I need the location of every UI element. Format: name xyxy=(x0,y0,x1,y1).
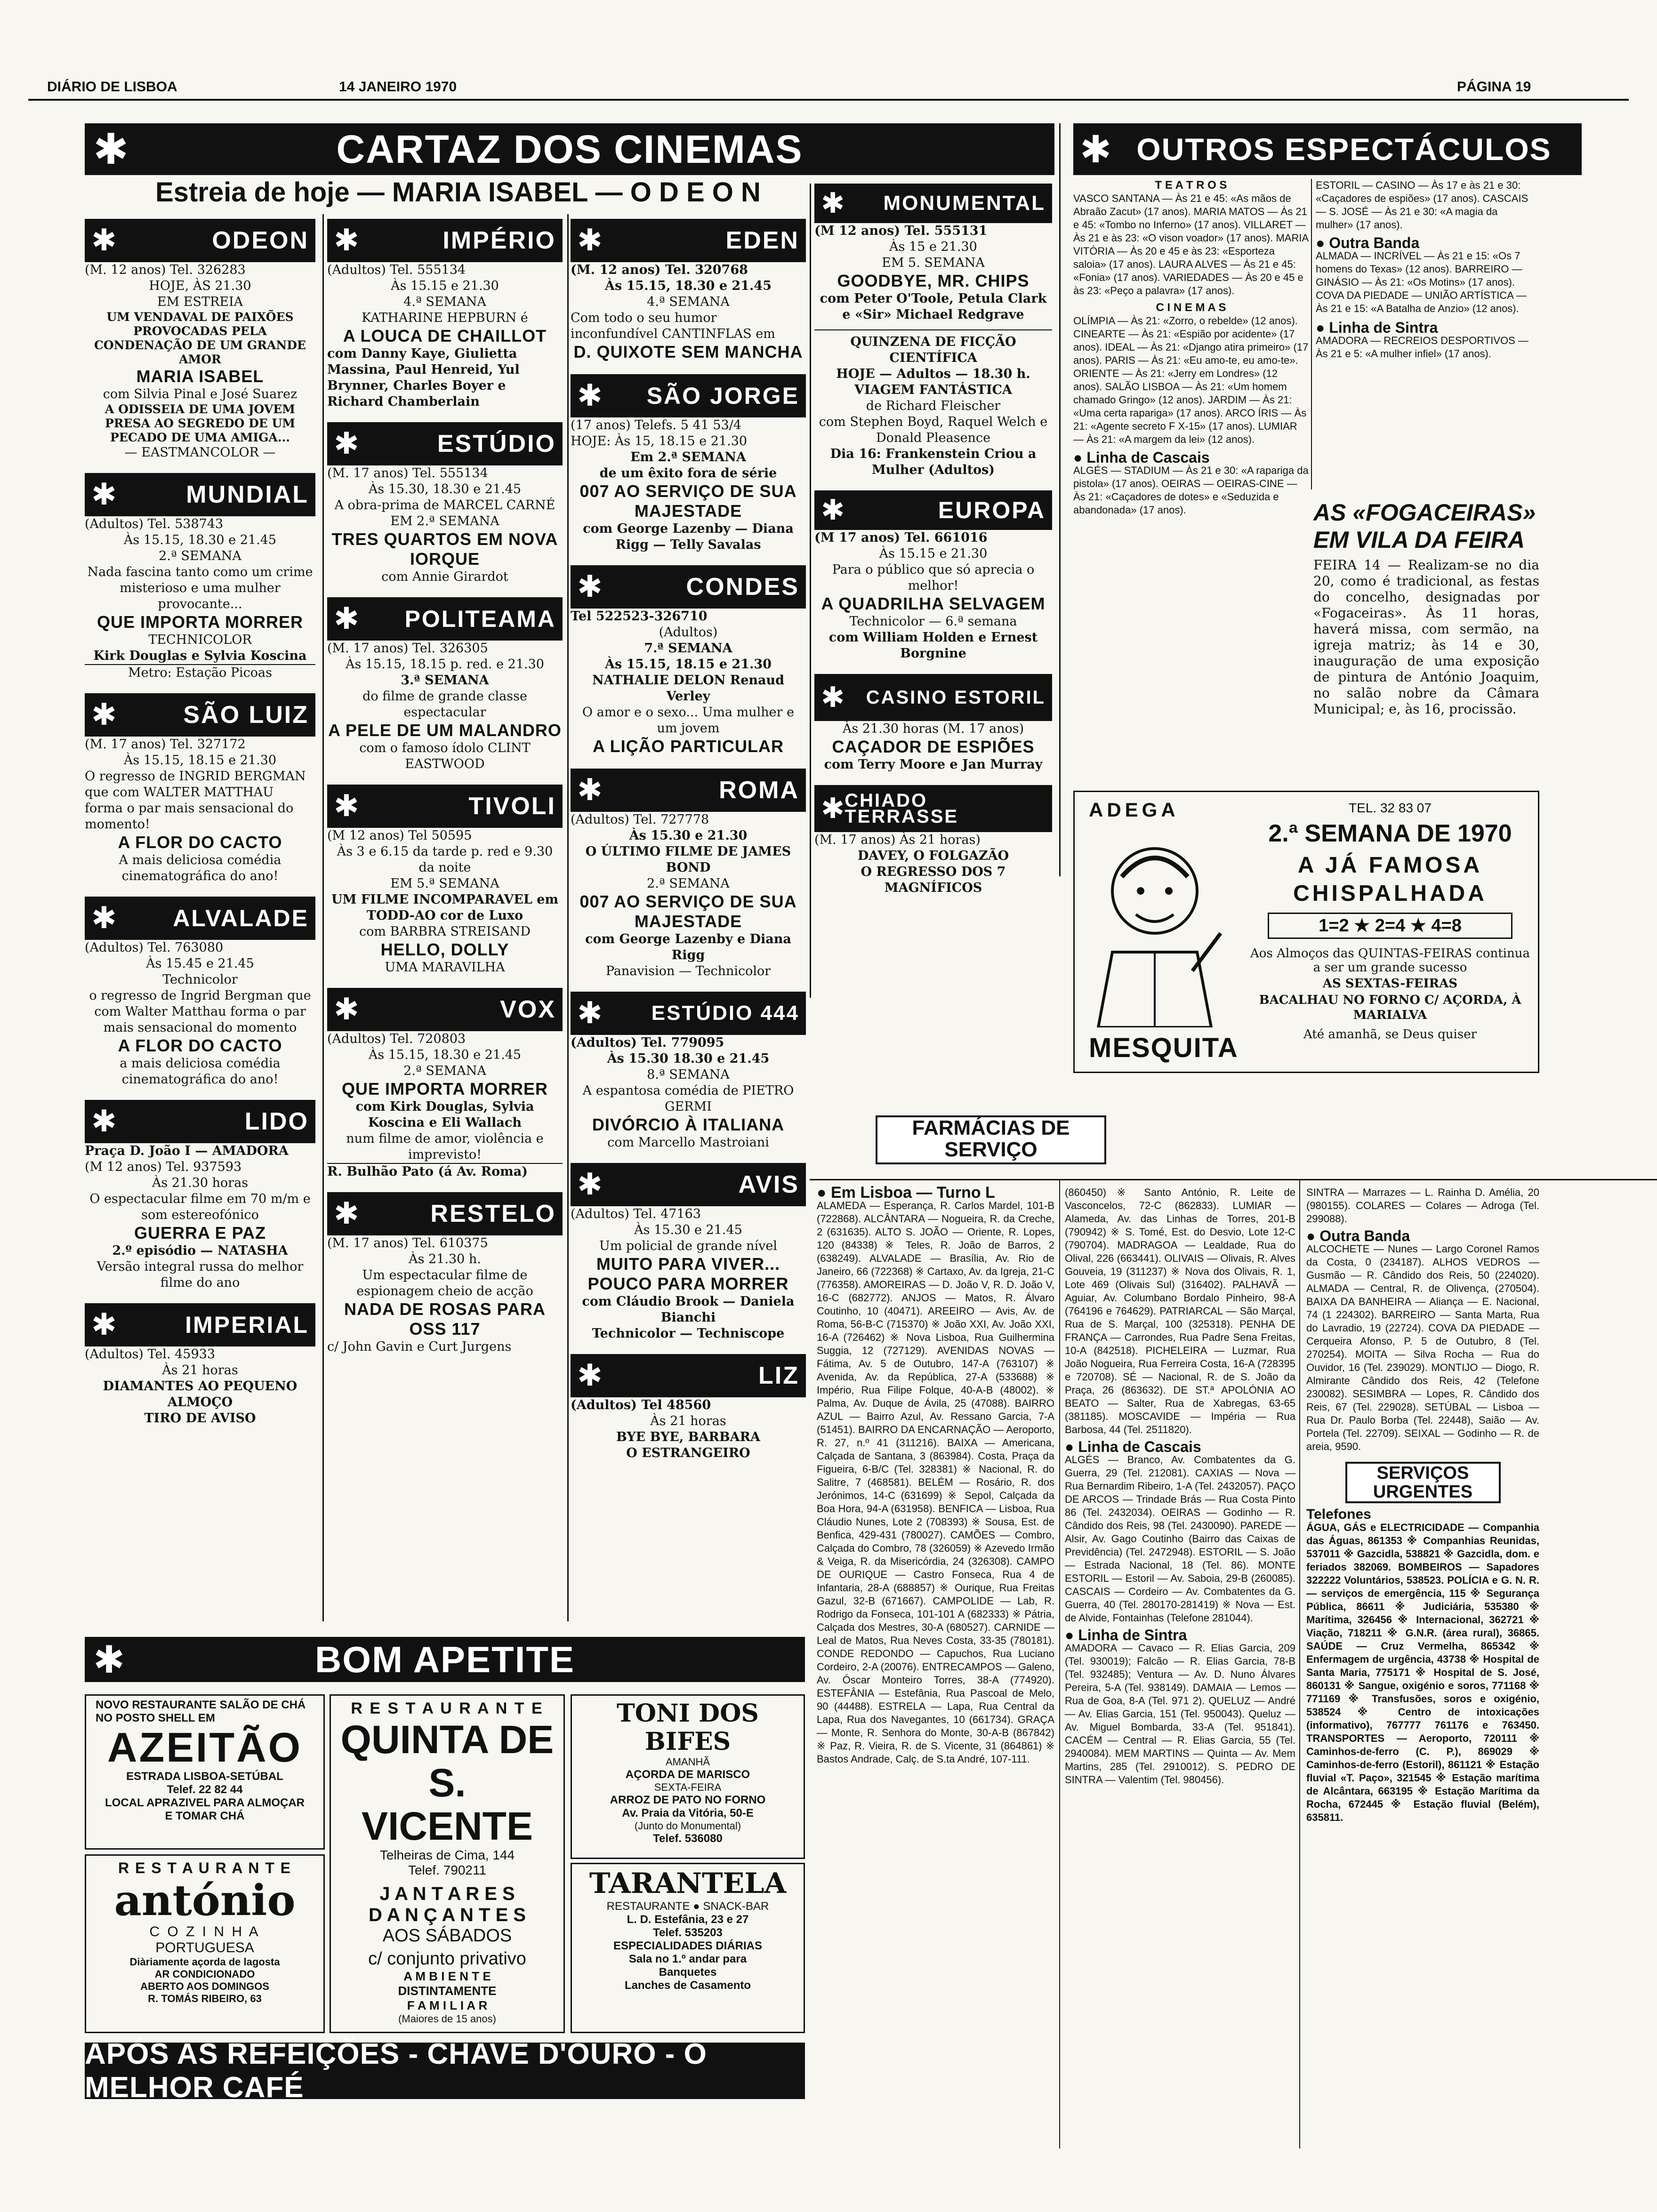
monumental-tel: (M 12 anos) Tel. 555131 xyxy=(814,224,988,238)
politeama-tel: (M. 17 anos) Tel. 326305 xyxy=(327,641,488,656)
vox-times: Às 15.15, 18.30 e 21.45 xyxy=(368,1048,522,1062)
cinema-header-eden: ✱ EDEN xyxy=(571,219,806,262)
imperio-times: Às 15.15 e 21.30 xyxy=(391,279,499,293)
lido-times: Às 21.30 horas xyxy=(152,1176,249,1190)
adega-ad xyxy=(1073,791,1539,1073)
alvalade-tech: Technicolor xyxy=(162,972,238,987)
politeama-week: 3.ª SEMANA xyxy=(401,673,489,688)
restelo-description: Um espectacular filme de espionagem cheio de acção xyxy=(356,1268,533,1298)
antonio-restaurante: R E S T A U R A N T E xyxy=(118,1859,291,1876)
imperial-film-title: DIAMANTES AO PEQUENO ALMOÇO xyxy=(103,1379,298,1410)
monumental-film-title: GOODBYE, MR. CHIPS xyxy=(837,271,1030,290)
cartaz-title: CARTAZ DOS CINEMAS xyxy=(336,127,803,171)
column-4 xyxy=(814,184,1052,896)
odeon-cast: com Silvia Pinal e José Suarez xyxy=(103,387,298,401)
caricature-illustration xyxy=(1084,830,1225,1027)
farmacias-lisboa-heading: ● Em Lisboa — Turno L xyxy=(817,1184,995,1202)
star-icon: ✱ xyxy=(1080,127,1113,171)
liz-film-title: BYE BYE, BARBARA xyxy=(616,1430,760,1444)
farmacias-heading: FARMÁCIAS DE SERVIÇO xyxy=(876,1115,1106,1164)
bom-apetite-title: BOM APETITE xyxy=(314,1638,575,1680)
azeitao-name: AZEITÃO xyxy=(107,1724,303,1771)
mundial-times: Às 15.15, 18.30 e 21.45 xyxy=(123,533,277,547)
mundial-cast: Kirk Douglas e Sylvia Koscina xyxy=(93,649,307,663)
saoluiz-film-title: A FLOR DO CACTO xyxy=(118,833,282,852)
fogaceiras-body: FEIRA 14 — Realizam-se no dia 20, como é tradicional, as festas do concelho, designadas por «Fogaceiras». Às 11 horas, haverá missa, com sermão, na igreja matriz; às 14 e 30, inauguração de uma exposição de pintura de António Joaquim, no salão nobre da Câmara Municipal; e, às 16, procissão. xyxy=(1313,557,1539,717)
servicos-heading: SERVIÇOS URGENTES xyxy=(1345,1462,1501,1503)
estudio-week: EM 2.ª SEMANA xyxy=(390,514,499,529)
eden-film-title: D. QUIXOTE SEM MANCHA xyxy=(573,342,803,361)
avis-times: Às 15.30 e 21.45 xyxy=(634,1223,742,1237)
star-icon: ✱ xyxy=(577,378,603,413)
cinema-header-sao-luiz: ✱ SÃO LUIZ xyxy=(85,693,315,737)
quinta-jantares: J A N T A R E S xyxy=(379,1883,515,1904)
farmacias-sintra-list: AMADORA — Cavaco — R. Elias Garcia, 209 (Tel. 930019); Falcão — R. Elias Garcia, 78-B (Tel. 932485); Ventura — Av. D. Nuno Álvares Pereira, 5-A (Tel. 938149). DAMAIA — Lemos — Rua de Goa, 8-A (Tel. 971 2). QUELUZ — André — Av. Elias Garcia, 151 (Tel. 950043). Queluz — Av. Miguel Bombarda, 33-A (Tel. 951841). CACÉM — Central — R. Elias Garcia, 55 (Tel. 2940084). MEM MARTINS — Quinta — Av. Mem Martins, 285 (Tel. 2910012). S. PEDRO DE SINTRA — Valentim (Tel. 980456). xyxy=(1065,1642,1295,1786)
imperial-tel: (Adultos) Tel. 45933 xyxy=(85,1347,216,1362)
condes-cast: NATHALIE DELON Renaud Verley xyxy=(592,673,785,704)
imperio-star: KATHARINE HEPBURN é xyxy=(362,311,528,325)
odeon-film-title: MARIA ISABEL xyxy=(136,367,264,386)
star-icon: ✱ xyxy=(334,223,359,258)
liz-tel: (Adultos) Tel 48560 xyxy=(571,1398,711,1412)
quinta-conjunto: c/ conjunto privativo xyxy=(368,1949,526,1969)
tivoli-cast: com BARBRA STREISAND xyxy=(359,924,531,939)
teatros-list: VASCO SANTANA — Às 21 e 45: «As mãos de Abraão Zacut» (17 anos). MARIA MATOS — Às 21 e 45: «Tombo no Inferno» (17 anos). VILLARET — Às 21 e às 23: «O vison voador» (17 anos). MARIA VITÓRIA — Às 20 e 45 e às 23: «Esporteza saloia» (17 anos). LAURA ALVES — Às 21 e 45: «Fonia» (17 anos). VARIEDADES — Às 20 e 45 e às 23: «Peço a palavra» (17 anos). xyxy=(1073,192,1308,297)
estoril-list: ESTORIL — CASINO — Às 17 e às 21 e 30: «Caçadores de espiões» (17 anos). CASCAIS — S. JOSÉ — Às 21 e 30: «A magia da mulher» (17 anos). xyxy=(1316,179,1528,231)
mundial-tel: (Adultos) Tel. 538743 xyxy=(85,517,224,531)
cinema-header-politeama: ✱ POLITEAMA xyxy=(327,597,563,641)
vox-address: R. Bulhão Pato (á Av. Roma) xyxy=(327,1163,563,1180)
tarantela-banquetes: Banquetes xyxy=(659,1966,717,1979)
antonio-ar: AR CONDICIONADO xyxy=(154,1968,255,1980)
quinta-tel: Telef. 790211 xyxy=(408,1863,487,1877)
roma-film-title: 007 AO SERVIÇO DE SUA MAJESTADE xyxy=(579,892,797,931)
quinta-familiar: F A M I L I A R xyxy=(407,1998,488,2012)
condes-film-title: A LIÇÃO PARTICULAR xyxy=(593,737,784,756)
farmacias-lisboa-list: ALAMEDA — Esperança, R. Carlos Mardel, 101-B (722868). ALCÂNTARA — Nogueira, R. da Creche, 2 (631635). ALTO S. JOÃO — Oriente, R. Lopes, 120 (84338) ※ Teles, R. João de Barros, 2 (638249). ALVALADE — Brasília, Av. Rio de Janeiro, 66 (722368) ※ Cartaxo, Av. da Igreja, 21-C (776358). AMOREIRAS — D. João V, R. D. João V, 16-C (682772). ANJOS — Matos, R. Álvaro Coutinho, 10 (40471). AREEIRO — Avis, Av. de Roma, 56-B-C (715370) ※ João XXI, Av. João XXI, 16-A (726462) ※ Nova Lisboa, Rua Guilhermina Suggia, 12 (727129). AVENIDAS NOVAS — Fátima, Av. 5 de Outubro, 147-A (763107) ※ Avenida, Av. da República, 27-A (533688) ※ Império, Rua Filipe Folque, 40-A-B (48002). ※ Palma, Av. Duque de Ávila, 25 (47088). BAIRRO AZUL — Bairro Azul, Av. Ressano Garcia, 7-A (51451). BAIRRO DA ENCARNAÇÃO — Aeroporto, R. 27, n.º 41 (311216). BAIXA — Americana, Calçada de Santana, 3 (863984). Costa, Praça da Figueira, 6-B/C (Tel. 328381) ※ Nacional, R. do Salitre, 7 (468581). BELÉM — Rosário, R. dos Jerónimos, 14-C (631699) ※ Sepol, Calçada da Boa Hora, 94-A (631958). BENFICA — Lisboa, Rua Cláudio Nunes, Lote 2 (708393) ※ Sousa, Est. de Benfica, 429-431 (780027). CAMÕES — Combro, Calçada do Combro, 78 (326059) ※ Azevedo Irmão & Veiga, R. da Misericórdia, 24 (326308). CAMPO DE OURIQUE — Castro Fonseca, Rua 4 de Infantaria, 28-A (688857) ※ Ourique, Rua Freitas Gazul, 32-B (671667). CAMPOLIDE — Lab, R. Rodrigo da Fonseca, 101-101 A (682333) ※ Pátria, Calçada dos Mestres, 30-A (680527). CARNIDE — Leal de Matos, Rua Neves Costa, 33-35 (780181). CONDE REDONDO — Capuchos, Rua Luciano Cordeiro, 2-A (20076). ENTRECAMPOS — Galeno, Av. Óscar Monteiro Torres, 38-A (774920). ESTEFÂNIA — Estefânia, Rua Pascoal de Melo, 90 (44488). ESTRELA — Lapa, Rua Central da Lapa, Rua dos Navegantes, 10 (661734). GRAÇA — Monte, R. Senhora do Monte, 30-A-B (867842) ※ Paz, R. Vieira, R. de S. Vicente, 31 (864861) ※ Bastos Andrade, Calç. de S.ta André, 107-111. xyxy=(817,1200,1054,1765)
toni-name: TONI DOS BIFES xyxy=(617,1699,759,1756)
star-icon: ✱ xyxy=(577,569,603,604)
avis-tel: (Adultos) Tel. 47163 xyxy=(571,1207,701,1221)
cartaz-banner xyxy=(85,123,1054,175)
cinema-header-condes: ✱ CONDES xyxy=(571,565,806,609)
tivoli-description: UM FILME INCOMPARAVEL em TODD-AO cor de Luxo xyxy=(331,892,559,923)
sintra-heading: ● Linha de Sintra xyxy=(1316,319,1438,336)
alvalade-description: o regresso de Ingrid Bergman que com Walter Matthau forma o par mais sensacional do momento xyxy=(89,988,311,1035)
adega-sextas: AS SEXTAS-FEIRAS xyxy=(1322,977,1458,991)
cascais-heading: ● Linha de Cascais xyxy=(1073,449,1210,466)
toni-amanha: AMANHÃ xyxy=(665,1756,710,1768)
liz-times: Às 21 horas xyxy=(650,1414,726,1428)
monumental-week: EM 5. SEMANA xyxy=(882,256,985,270)
cinema-header-casino-estoril: ✱ CASINO ESTORIL xyxy=(814,674,1052,721)
farmacias-sintra-list-continued: SINTRA — Marrazes — L. Rainha D. Amélia, 20 (980155). COLARES — Colares — Adroga (Tel. 299088). xyxy=(1306,1186,1539,1225)
saojorge-description: de um êxito fora de série xyxy=(599,466,777,481)
farmacias-col-3 xyxy=(1306,1186,1539,1824)
ficcao-session: HOJE — Adultos — 18.30 h. xyxy=(836,367,1030,381)
estudio-tel: (M. 17 anos) Tel. 555134 xyxy=(327,466,488,481)
quinta-sabados: AOS SÁBADOS xyxy=(382,1926,512,1946)
avis-tech: Technicolor — Techniscope xyxy=(592,1326,785,1341)
cinema-header-chiado-terrasse: ✱ CHIADO TERRASSE xyxy=(814,785,1052,832)
condes-tel: Tel 522523-326710 xyxy=(571,609,708,624)
fogaceiras-headline: AS «FOGACEIRAS» EM VILA DA FEIRA xyxy=(1313,499,1536,553)
teatros-heading: T E A T R O S xyxy=(1155,179,1227,192)
azeitao-ad xyxy=(85,1694,325,1850)
avis-description: Um policial de grande nível xyxy=(599,1239,778,1253)
outros-banner xyxy=(1073,123,1582,175)
star-icon: ✱ xyxy=(577,996,603,1031)
saojorge-week: Em 2.ª SEMANA xyxy=(630,450,746,465)
roma-times: Às 15.30 e 21.30 xyxy=(629,828,748,843)
roma-description: O ÚLTIMO FILME DE JAMES BOND xyxy=(585,844,791,875)
odeon-estreia: EM ESTREIA xyxy=(157,295,243,309)
quinta-ad xyxy=(330,1694,565,2033)
toni-address: Av. Praia da Vitória, 50-E xyxy=(622,1807,754,1819)
antonio-address: R. TOMÁS RIBEIRO, 63 xyxy=(148,1993,262,2004)
toni-sexta: SEXTA-FEIRA xyxy=(654,1781,722,1793)
eden-times: Às 15.15, 18.30 e 21.45 xyxy=(605,279,772,293)
ficcao-film-title: VIAGEM FANTÁSTICA xyxy=(854,383,1012,397)
ficcao-next: Dia 16: Frankenstein Criou a Mulher (Adultos) xyxy=(830,447,1037,477)
cinema-header-roma: ✱ ROMA xyxy=(571,769,806,812)
quinta-distintamente: DISTINTAMENTE xyxy=(398,1984,497,1998)
odeon-color: — EASTMANCOLOR — xyxy=(124,445,276,460)
vox-film-title: QUE IMPORTA MORRER xyxy=(342,1079,548,1098)
servicos-list: ÁGUA, GÁS e ELECTRICIDADE — Companhia das Águas, 861353 ※ Companhias Reunidas, 537011 ※ Gazcidla, 538821 ※ Gazcidla, dom. e feriados 382069. BOMBEIROS — Sapadores 322222 Voluntários, 538523. POLÍCIA e G. N. R. — serviços de emergência, 115 ※ Segurança Pública, 86611 ※ Judiciária, 535380 ※ Marítima, 326456 ※ Internacional, 362721 ※ Viação, 718211 ※ G.N.R. (área rural), 36865. SAÚDE — Cruz Vermelha, 865342 ※ Enfermagem de urgência, 43738 ※ Hospital de Santa Maria, 775171 ※ Hospital de S. José, 860131 ※ Sangue, oxigénio e soros, 771168 ※ 771169 ※ Transfusões, soros e oxigénio, 538524 ※ Centro de intoxicações (informativo), 767777 761176 e 763450. TRANSPORTES — Aeroporto, 720111 ※ Caminhos-de-ferro (C. P.), 869029 ※ Caminhos-de-ferro (Estoril), 861121 ※ Estação fluvial «T. Paço», 321545 ※ Estação marítima de Alcântara, 663195 ※ Estação Marítima da Rocha, 672445 ※ Estação fluvial (Belém), 635811. xyxy=(1306,1522,1539,1823)
star-icon: ✱ xyxy=(91,1307,117,1342)
condes-age: (Adultos) xyxy=(659,625,718,640)
cinema-header-estudio: ✱ ESTÚDIO xyxy=(327,422,563,465)
politeama-times: Às 15.15, 18.15 p. red. e 21.30 xyxy=(346,657,544,672)
eden-description: Com todo o seu humor inconfundível CANTINFLAS em xyxy=(571,311,775,341)
azeitao-intro: NOVO RESTAURANTE SALÃO DE CHÁ NO POSTO SHELL EM xyxy=(96,1699,306,1724)
estudio-times: Às 15.30, 18.30 e 21.45 xyxy=(368,482,522,497)
mundial-film-title: QUE IMPORTA MORRER xyxy=(97,612,303,632)
monumental-times: Às 15 e 21.30 xyxy=(889,240,977,254)
farmacias-col-2 xyxy=(1065,1186,1295,1787)
saojorge-cast: com George Lazenby — Diana Rigg — Telly Savalas xyxy=(583,521,794,552)
adega-bacalhau: BACALHAU NO FORNO C/ AÇORDA, À MARIALVA xyxy=(1259,993,1521,1022)
star-icon: ✱ xyxy=(91,477,117,512)
cinema-header-monumental: ✱ MONUMENTAL xyxy=(814,184,1052,223)
saojorge-times: HOJE: Às 15, 18.15 e 21.30 xyxy=(571,434,748,449)
estudio444-times: Às 15.30 18.30 e 21.45 xyxy=(607,1051,770,1066)
telefones-heading: Telefones xyxy=(1306,1507,1371,1522)
politeama-cast: com o famoso ídolo CLINT EASTWOOD xyxy=(359,741,531,771)
eden-tel: (M. 12 anos) Tel. 320768 xyxy=(571,263,748,277)
quinta-restaurante: R E S T A U R A N T E xyxy=(351,1699,544,1717)
politeama-description: do filme de grande classe espectacular xyxy=(362,689,527,720)
star-icon: ✱ xyxy=(821,494,845,527)
europa-description: Para o público que só aprecia o melhor! xyxy=(832,562,1035,593)
saojorge-film-title: 007 AO SERVIÇO DE SUA MAJESTADE xyxy=(579,481,797,521)
quinta-ambiente: A M B I E N T E xyxy=(403,1969,491,1983)
tarantela-address: L. D. Estefânia, 23 e 27 xyxy=(627,1913,749,1926)
roma-tech: Panavision — Technicolor xyxy=(605,964,771,978)
farmacias-outra-banda-heading: ● Outra Banda xyxy=(1306,1227,1410,1244)
adega-amanha: Até amanhã, se Deus quiser xyxy=(1303,1027,1477,1042)
chave-douro-banner: APÓS AS REFEIÇÕES - CHAVE D'OURO - O MELHOR CAFÉ xyxy=(85,2043,805,2099)
restelo-cast: c/ John Gavin e Curt Jurgens xyxy=(327,1339,512,1354)
lido-address: Praça D. João I — AMADORA xyxy=(85,1144,289,1158)
adega-tel: TEL. 32 83 07 xyxy=(1349,801,1432,815)
saoluiz-description: O regresso de INGRID BERGMAN que com WALTER MATTHAU forma o par mais sensacional do momento! xyxy=(85,769,306,832)
star-icon: ✱ xyxy=(577,1358,603,1393)
europa-cast: com William Holden e Ernest Borgnine xyxy=(828,630,1038,661)
adega-chispalhada: CHISPALHADA xyxy=(1293,881,1487,906)
saojorge-tel: (17 anos) Telefs. 5 41 53/4 xyxy=(571,418,742,433)
cinema-header-imperial: ✱ IMPERIAL xyxy=(85,1303,315,1346)
monumental-cast: com Peter O'Toole, Petula Clark e «Sir» Michael Redgrave xyxy=(820,291,1047,322)
saoluiz-times: Às 15.15, 18.15 e 21.30 xyxy=(123,753,277,768)
antonio-domingos: ABERTO AOS DOMINGOS xyxy=(140,1980,269,1992)
europa-film-title: A QUADRILHA SELVAGEM xyxy=(821,594,1046,613)
estudio444-week: 8.ª SEMANA xyxy=(647,1067,730,1082)
issue-date: 14 JANEIRO 1970 xyxy=(339,79,457,95)
europa-times: Às 15.15 e 21.30 xyxy=(879,546,988,561)
star-icon: ✱ xyxy=(821,187,845,220)
cinema-header-europa: ✱ EUROPA xyxy=(814,490,1052,530)
cinema-header-odeon: ✱ ODEON xyxy=(85,219,315,262)
odeon-description: A ODISSEIA DE UMA JOVEM PRESA AO SEGREDO DE UM PECADO DE UMA AMIGA... xyxy=(105,402,296,444)
page-number: PÁGINA 19 xyxy=(1457,79,1531,95)
avis-film-title: MUITO PARA VIVER... POUCO PARA MORRER xyxy=(587,1254,789,1293)
saoluiz-tagline: A mais deliciosa comédia cinematográfica do ano! xyxy=(119,853,282,883)
outros-right-column xyxy=(1316,179,1532,361)
ficcao-director: de Richard Fleischer xyxy=(866,399,1001,413)
farmacias-lisboa-list-continued: (860450) ※ Santo António, R. Leite de Vasconcelos, 72-C (862833). LUMIAR — Alameda, Av. das Linhas de Torres, 201-B (790942) ※ S. Tomé, Est. do Desvio, Lote 12-C (790704). MADRAGOA — Lealdade, Rua do Olival, 226 (663441). OLIVAIS — Olivais, R. Alves Gouveia, 19 (311237) ※ Nova dos Olivais, R. 1, Lote 469 (Olivais Sul) (316402). PALHAVÃ — Aguiar, Av. Columbano Bordalo Pinheiro, 98-A (764196 e 764629). PATRIARCAL — São Marçal, Rua de S. Marçal, 100 (325318). PENHA DE FRANÇA — Carrondes, Rua Padre Sena Freitas, 10-A (842518). PICHELEIRA — Luzmar, Rua João Nogueira, Rua Ferreira Costa, 16-A (728395 e 720708). SÉ — Nacional, R. de S. João da Praça, 26 (863632). DE ST.ª APOLÓNIA AO BEATO — Salter, Rua de Xabregas, 63-65 (381185). MOSCAVIDE — Impéria — Rua Barbosa, 44 (Tel. 2511820). xyxy=(1065,1186,1295,1435)
farmacias-sintra-heading: ● Linha de Sintra xyxy=(1065,1627,1187,1643)
tarantela-sala: Sala no 1.º andar para xyxy=(628,1953,747,1965)
vox-cast: com Kirk Douglas, Sylvia Koscina e Eli Wallach xyxy=(355,1099,534,1130)
toni-tel: Telef. 536080 xyxy=(653,1832,723,1845)
alvalade-tel: (Adultos) Tel. 763080 xyxy=(85,940,224,955)
europa-tel: (M 17 anos) Tel. 661016 xyxy=(814,530,988,545)
mundial-week: 2.ª SEMANA xyxy=(159,549,241,563)
mundial-metro: Metro: Estação Picoas xyxy=(85,664,315,681)
tivoli-film-title: HELLO, DOLLY xyxy=(380,940,509,959)
casino-cast: com Terry Moore e Jan Murray xyxy=(824,757,1043,772)
adega-formula-box: 1=2 ★ 2=4 ★ 4=8 xyxy=(1268,913,1512,939)
estudio444-film-title: DIVÓRCIO À ITALIANA xyxy=(592,1115,785,1134)
alvalade-times: Às 15.45 e 21.45 xyxy=(146,956,254,971)
lido-description: O espectacular filme em 70 m/m e som estereofónico xyxy=(89,1192,311,1222)
star-icon: ✱ xyxy=(821,681,845,714)
chiado-film-title: DAVEY, O FOLGAZÃO xyxy=(857,849,1009,863)
saoluiz-tel: (M. 17 anos) Tel. 327172 xyxy=(85,737,246,752)
farmacias-cascais-heading: ● Linha de Cascais xyxy=(1065,1438,1201,1455)
tarantela-lanches: Lanches de Casamento xyxy=(624,1979,751,1992)
cinema-header-mundial: ✱ MUNDIAL xyxy=(85,473,315,516)
farmacias-col-1 xyxy=(817,1186,1054,1766)
cinema-header-sao-jorge: ✱ SÃO JORGE xyxy=(571,374,806,417)
restelo-film-title: NADA DE ROSAS PARA OSS 117 xyxy=(344,1299,546,1338)
estudio444-cast: com Marcello Mastroiani xyxy=(607,1135,769,1150)
politeama-film-title: A PELE DE UM MALANDRO xyxy=(328,721,562,740)
cinemas-list: OLÍMPIA — Às 21: «Zorro, o rebelde» (12 anos). CINEARTE — Às 21: «Espião por acidente» (17 anos). IDEAL — Às 21: «Django atira primeiro» (17 anos). PARIS — Às 21: «Eu amo-te, eu amo-te». ORIENTE — Às 21: «Jerry em Londres» (12 anos). SALÃO LISBOA — Às 21: «Um homem chamado Gringo» (12 anos). JARDIM — Às 21: «Uma certa rapariga» (17 anos). ARCO ÍRIS — Às 21: «Agente secreto F X-15» (17 anos). LUMIAR — Às 21: «A margem da lei» (12 anos). xyxy=(1073,315,1309,445)
casino-times: Às 21.30 horas (M. 17 anos) xyxy=(842,721,1024,736)
alvalade-film-title: A FLOR DO CACTO xyxy=(118,1036,282,1055)
eden-week: 4.ª SEMANA xyxy=(647,295,730,309)
newspaper-name: DIÁRIO DE LISBOA xyxy=(47,79,177,95)
lido-tagline: Versão integral russa do melhor filme do ano xyxy=(97,1259,304,1290)
antonio-lagosta: Diàriamente açorda de lagosta xyxy=(129,1956,280,1968)
liz-second-film: O ESTRANGEIRO xyxy=(626,1446,750,1460)
star-icon: ✱ xyxy=(577,1167,603,1202)
ficcao-cast: com Stephen Boyd, Raquel Welch e Donald Pleasence xyxy=(819,415,1048,445)
estudio-cast: com Annie Girardot xyxy=(381,569,508,584)
restelo-tel: (M. 17 anos) Tel. 610375 xyxy=(327,1236,488,1250)
chiado-second-film: O REGRESSO DOS 7 MAGNÍFICOS xyxy=(861,865,1006,895)
star-icon: ✱ xyxy=(93,124,130,174)
tarantela-tel: Telef. 535203 xyxy=(653,1926,723,1939)
star-icon: ✱ xyxy=(334,426,359,461)
cinema-header-vox: ✱ VOX xyxy=(327,988,563,1031)
vox-tel: (Adultos) Tel. 720803 xyxy=(327,1032,466,1046)
cinema-header-avis: ✱ AVIS xyxy=(571,1163,806,1206)
imperial-times: Às 21 horas xyxy=(162,1363,238,1378)
mundial-tech: TECHNICOLOR xyxy=(148,633,252,647)
azeitao-tagline: LOCAL APRAZIVEL PARA ALMOÇAR E TOMAR CHÁ xyxy=(105,1796,305,1822)
imperio-week: 4.ª SEMANA xyxy=(403,295,486,309)
toni-acorda: AÇORDA DE MARISCO xyxy=(625,1768,750,1781)
cinemas-heading: C I N E M A S xyxy=(1156,301,1226,314)
tivoli-week: EM 5.ª SEMANA xyxy=(390,876,499,891)
bom-apetite-banner xyxy=(85,1637,805,1682)
cinema-header-liz: ✱ LIZ xyxy=(571,1354,806,1397)
toni-arroz: ARROZ DE PATO NO FORNO xyxy=(610,1794,766,1806)
star-icon: ✱ xyxy=(91,901,117,936)
quinta-name: QUINTA DE S. VICENTE xyxy=(340,1717,554,1848)
casino-film-title: CAÇADOR DE ESPIÕES xyxy=(832,737,1035,756)
roma-week: 2.ª SEMANA xyxy=(647,876,730,891)
roma-tel: (Adultos) Tel. 727778 xyxy=(571,812,709,827)
cascais-list: ALGÉS — STADIUM — Às 21 e 30: «A rapariga da pistola» (17 anos). OEIRAS — OEIRAS-CINE — Às 21: «Caçadores de dotes» e «Seduzida e abandonada» (17 anos). xyxy=(1073,465,1309,516)
tarantela-ad xyxy=(571,1863,805,2033)
tarantela-especialidades: ESPECIALIDADES DIÁRIAS xyxy=(613,1940,763,1952)
star-icon: ✱ xyxy=(577,773,603,808)
star-icon: ✱ xyxy=(334,1196,359,1231)
adega-heading: ADEGA xyxy=(1089,799,1179,821)
sintra-list: AMADORA — RECREIOS DESPORTIVOS — Às 21 e 5: «A mulher infiel» (17 anos). xyxy=(1316,335,1528,360)
imperial-second-film: TIRO DE AVISO xyxy=(144,1411,256,1426)
adega-almocos: Aos Almoços das QUINTAS-FEIRAS continua a ser um grande sucesso xyxy=(1250,946,1530,975)
outros-left-column xyxy=(1073,179,1309,517)
chiado-tel: (M. 17 anos) Às 21 horas) xyxy=(814,833,981,847)
quinta-idade: (Maiores de 15 anos) xyxy=(398,2013,496,2025)
europa-tech: Technicolor — 6.ª semana xyxy=(849,614,1017,629)
vox-description: num filme de amor, violência e imprevisto! xyxy=(346,1131,544,1162)
tivoli-times: Às 3 e 6.15 da tarde p. red e 9.30 da noite xyxy=(337,844,553,875)
odeon-hoje: HOJE, ÀS 21.30 xyxy=(149,279,251,293)
fogaceiras-article xyxy=(1313,499,1539,717)
antonio-ad xyxy=(85,1854,325,2033)
star-icon: ✱ xyxy=(93,1637,126,1682)
star-icon: ✱ xyxy=(577,223,603,258)
farmacias-outra-banda-list: ALCOCHETE — Nunes — Largo Coronel Ramos da Costa, 0 (234187). ALHOS VEDROS — Gusmão — R. Cândido dos Reis, 50 (224020). ALMADA — Central, R. de Olivença, (270504). BAIXA DA BANHEIRA — Aliança — E. Nacional, 74 (1 224302). BARREIRO — Santa Marta, Rua do Lavradio, 19 (22724). COVA DA PIEDADE — Cerqueira Afonso, P. 5 de Outubro, 8 (Tel. 270254). MOITA — Silva Rocha — Rua do Ouvidor, 16 (Tel. 239029). MONTIJO — Diogo, R. Almirante Cândido dos Reis, 42 (Telefone 230082). SESIMBRA — Lopes, R. Cândido dos Reis, 67 (Tel. 229028). SETÚBAL — Lisboa — Rua Dr. Paulo Borba (Tel. 22448), Saião — Av. Portela (Tel. 22709). SEIXAL — Godinho — R. de areia, 9590. xyxy=(1306,1243,1539,1452)
outra-banda-heading: ● Outra Banda xyxy=(1316,234,1420,251)
estudio-film-title: TRES QUARTOS EM NOVA IORQUE xyxy=(331,529,558,569)
condes-times: Às 15.15, 18.15 e 21.30 xyxy=(605,657,772,672)
quinta-address: Telheiras de Cima, 144 xyxy=(379,1848,515,1862)
odeon-tel: (M. 12 anos) Tel. 326283 xyxy=(85,263,246,277)
farmacias-cascais-list: ALGÉS — Branco, Av. Combatentes da G. Guerra, 29 (Tel. 212081). CAXIAS — Nova — Rua Bernardim Ribeiro, 1-A (Tel. 2432057). PAÇO DE ARCOS — Trindade Brás — Rua Costa Pinto 86 (Tel. 2432034). OEIRAS — Godinho — R. Cândido dos Reis, 98 (Tel. 2430090). PAREDE — Alsir, Av. Gago Coutinho (Bairro das Caixas de Previdência) (Tel. 2472948). ESTORIL — S. João — Estrada Nacional, 18 (Tel. 86). MONTE ESTORIL — Estoril — Av. Saboia, 29-B (260085). CASCAIS — Cordeiro — Av. Combatentes da G. Guerra, 40 (Tel. 280170-281419) ※ Nova — Est. de Alvide, Fontainhas (Telefone 281044). xyxy=(1065,1454,1295,1624)
avis-cast: com Cláudio Brook — Daniela Bianchi xyxy=(582,1294,795,1325)
imperio-cast: com Danny Kaye, Giulietta Massina, Paul Henreid, Yul Brynner, Charles Boyer e Richard Chamberlain xyxy=(327,346,520,409)
cinema-header-estudio-444: ✱ ESTÚDIO 444 xyxy=(571,992,806,1035)
estudio-description: A obra-prima de MARCEL CARNÉ xyxy=(334,498,555,513)
star-icon: ✱ xyxy=(91,1104,117,1139)
antonio-portuguesa: PORTUGUESA xyxy=(155,1940,254,1956)
star-icon: ✱ xyxy=(334,601,359,636)
column-2 xyxy=(327,219,563,1355)
imperio-film-title: A LOUCA DE CHAILLOT xyxy=(343,326,547,345)
restelo-times: Às 21.30 h. xyxy=(409,1252,481,1266)
tarantela-name: TARANTELA xyxy=(589,1867,787,1900)
cinema-header-imperio: ✱ IMPÉRIO xyxy=(327,219,563,262)
outros-title: OUTROS ESPECTÁCULOS xyxy=(1136,132,1552,167)
cinema-header-tivoli: ✱ TIVOLI xyxy=(327,785,563,828)
tarantela-type: RESTAURANTE ● SNACK-BAR xyxy=(606,1900,769,1913)
star-icon: ✱ xyxy=(91,223,117,258)
star-icon: ✱ xyxy=(334,789,359,824)
mundial-description: Nada fascina tanto como um crime misterioso e uma mulher provocante... xyxy=(87,565,313,611)
toni-junto: (Junto do Monumental) xyxy=(634,1820,741,1832)
star-icon: ✱ xyxy=(821,792,845,825)
imperio-tel: (Adultos) Tel. 555134 xyxy=(327,263,466,277)
tivoli-tagline: UMA MARAVILHA xyxy=(385,960,505,975)
cinema-header-restelo: ✱ RESTELO xyxy=(327,1192,563,1235)
outra-banda-list: ALMADA — INCRÍVEL — Às 21 e 15: «Os 7 homens do Texas» (12 anos). BARREIRO — GINÁSIO — Às 21: «Os Motins» (17 anos). COVA DA PIEDADE — UNIÃO ARTÍSTICA — Às 21 e 15: «A Batalha de Anzio» (12 anos). xyxy=(1316,250,1527,314)
estudio444-description: A espantosa comédia de PIETRO GERMI xyxy=(582,1083,794,1114)
star-icon: ✱ xyxy=(334,992,359,1027)
azeitao-tel: Telef. 22 82 44 xyxy=(167,1783,243,1796)
antonio-cozinha: C O Z I N H A xyxy=(149,1924,260,1940)
antonio-name: antónio xyxy=(114,1875,296,1925)
lido-tel: (M 12 anos) Tel. 937593 xyxy=(85,1160,242,1174)
star-icon: ✱ xyxy=(91,697,117,732)
condes-description: O amor e o sexo... Uma mulher e um jovem xyxy=(582,705,795,736)
vox-week: 2.ª SEMANA xyxy=(403,1064,486,1078)
estudio444-tel: (Adultos) Tel. 779095 xyxy=(571,1035,724,1050)
column-1 xyxy=(85,219,315,1427)
lido-film-title: GUERRA E PAZ xyxy=(134,1223,266,1242)
roma-cast: com George Lazenby e Diana Rigg xyxy=(585,932,791,962)
cinema-header-lido: ✱ LIDO xyxy=(85,1100,315,1143)
column-3 xyxy=(571,219,806,1461)
mesquita-logo: MESQUITA xyxy=(1089,1033,1239,1063)
lido-episode: 2.º episódio — NATASHA xyxy=(112,1243,288,1258)
toni-ad xyxy=(571,1694,805,1859)
azeitao-road: ESTRADA LISBOA-SETÚBAL xyxy=(126,1770,283,1783)
adega-week: 2.ª SEMANA DE 1970 xyxy=(1268,820,1512,847)
adega-famosa: A JÁ FAMOSA xyxy=(1297,853,1483,878)
estreia-headline: Estreia de hoje — MARIA ISABEL — O D E O N xyxy=(155,177,761,208)
quinta-dancantes: D A N Ç A N T E S xyxy=(368,1905,526,1925)
odeon-tagline: UM VENDAVAL DE PAIXÕES PROVOCADAS PELA CONDENAÇÃO DE UM GRANDE AMOR xyxy=(94,310,306,366)
ficcao-heading: QUINZENA DE FICÇÃO CIENTÍFICA xyxy=(814,329,1052,366)
cinema-header-alvalade: ✱ ALVALADE xyxy=(85,897,315,940)
tivoli-tel: (M 12 anos) Tel 50595 xyxy=(327,828,472,843)
condes-week: 7.ª SEMANA xyxy=(644,641,732,656)
alvalade-tagline: a mais deliciosa comédia cinematográfica do ano! xyxy=(120,1056,281,1087)
